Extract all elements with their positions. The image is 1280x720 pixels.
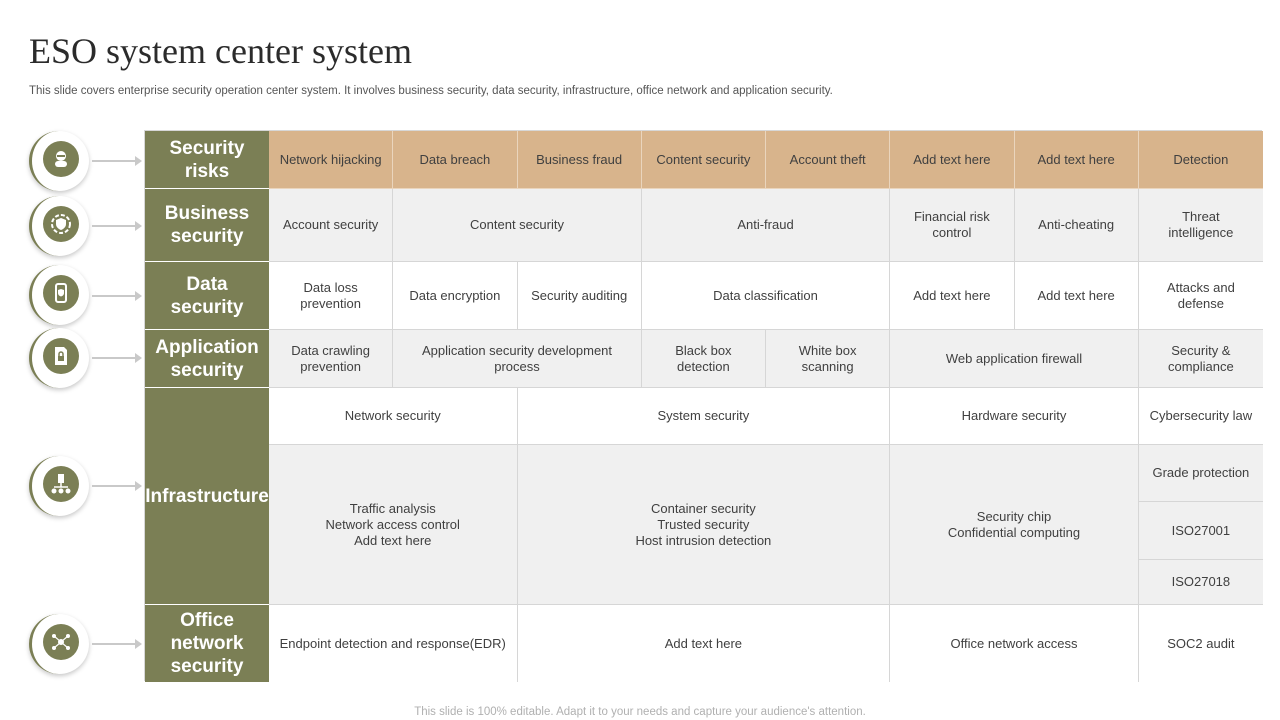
arrow-connector xyxy=(92,485,140,487)
slide-subtitle: This slide covers enterprise security operation center system. It involves business security, data security, infrastructure, office network and application security. xyxy=(29,85,833,97)
row-header-security-risks: Security risks xyxy=(145,131,269,189)
row-header-infrastructure: Infrastructure xyxy=(145,388,269,605)
lock-document-icon xyxy=(29,328,89,388)
data-cell: Security auditing xyxy=(518,262,642,330)
risk-cell: Add text here xyxy=(1015,131,1139,189)
infrastructure-cell: Container security Trusted security Host intrusion detection xyxy=(518,445,891,605)
infrastructure-cell: ISO27001 xyxy=(1139,502,1263,560)
infrastructure-cell: System security xyxy=(518,388,891,445)
infrastructure-cell: Hardware security xyxy=(890,388,1139,445)
shield-gear-icon xyxy=(29,196,89,256)
application-cell: Black box detection xyxy=(642,330,766,388)
business-cell: Anti-cheating xyxy=(1015,189,1139,262)
hacker-icon xyxy=(29,131,89,191)
infrastructure-cell: ISO27018 xyxy=(1139,560,1263,605)
application-cell: Application security development process xyxy=(393,330,642,388)
data-cell: Data classification xyxy=(642,262,891,330)
arrow-connector xyxy=(92,160,140,162)
arrow-connector xyxy=(92,295,140,297)
arrow-connector xyxy=(92,225,140,227)
infrastructure-cell: Grade protection xyxy=(1139,445,1263,502)
data-cell: Add text here xyxy=(1015,262,1139,330)
arrow-connector xyxy=(92,643,140,645)
data-cell: Attacks and defense xyxy=(1139,262,1263,330)
risk-cell: Network hijacking xyxy=(269,131,393,189)
risk-cell: Account theft xyxy=(766,131,890,189)
infrastructure-cell: Network security xyxy=(269,388,518,445)
infrastructure-cell: Traffic analysis Network access control Add text here xyxy=(269,445,518,605)
slide-title: ESO system center system xyxy=(29,31,412,71)
phone-shield-icon xyxy=(29,265,89,325)
application-cell: Web application firewall xyxy=(890,330,1139,388)
application-cell: Data crawling prevention xyxy=(269,330,393,388)
network-nodes-icon xyxy=(29,614,89,674)
arrow-connector xyxy=(92,357,140,359)
office-cell: Add text here xyxy=(518,605,891,682)
risk-cell: Add text here xyxy=(890,131,1014,189)
business-cell: Anti-fraud xyxy=(642,189,891,262)
row-header-application-security: Application security xyxy=(145,330,269,388)
risk-cell: Detection xyxy=(1139,131,1263,189)
eso-table xyxy=(144,130,1262,681)
business-cell: Threat intelligence xyxy=(1139,189,1263,262)
business-cell: Account security xyxy=(269,189,393,262)
row-header-business-security: Business security xyxy=(145,189,269,262)
risk-cell: Business fraud xyxy=(518,131,642,189)
row-header-data-security: Data security xyxy=(145,262,269,330)
data-cell: Data loss prevention xyxy=(269,262,393,330)
data-cell: Add text here xyxy=(890,262,1014,330)
office-cell: SOC2 audit xyxy=(1139,605,1263,682)
application-cell: Security & compliance xyxy=(1139,330,1263,388)
data-cell: Data encryption xyxy=(393,262,517,330)
business-cell: Content security xyxy=(393,189,642,262)
application-cell: White box scanning xyxy=(766,330,890,388)
infrastructure-cell: Security chip Confidential computing xyxy=(890,445,1139,605)
office-cell: Office network access xyxy=(890,605,1139,682)
building-network-icon xyxy=(29,456,89,516)
business-cell: Financial risk control xyxy=(890,189,1014,262)
infrastructure-cell: Cybersecurity law xyxy=(1139,388,1263,445)
risk-cell: Data breach xyxy=(393,131,517,189)
slide-footer: This slide is 100% editable. Adapt it to your needs and capture your audience's attention. xyxy=(414,706,866,718)
row-header-office-network-security: Office network security xyxy=(145,605,269,682)
risk-cell: Content security xyxy=(642,131,766,189)
office-cell: Endpoint detection and response(EDR) xyxy=(269,605,518,682)
